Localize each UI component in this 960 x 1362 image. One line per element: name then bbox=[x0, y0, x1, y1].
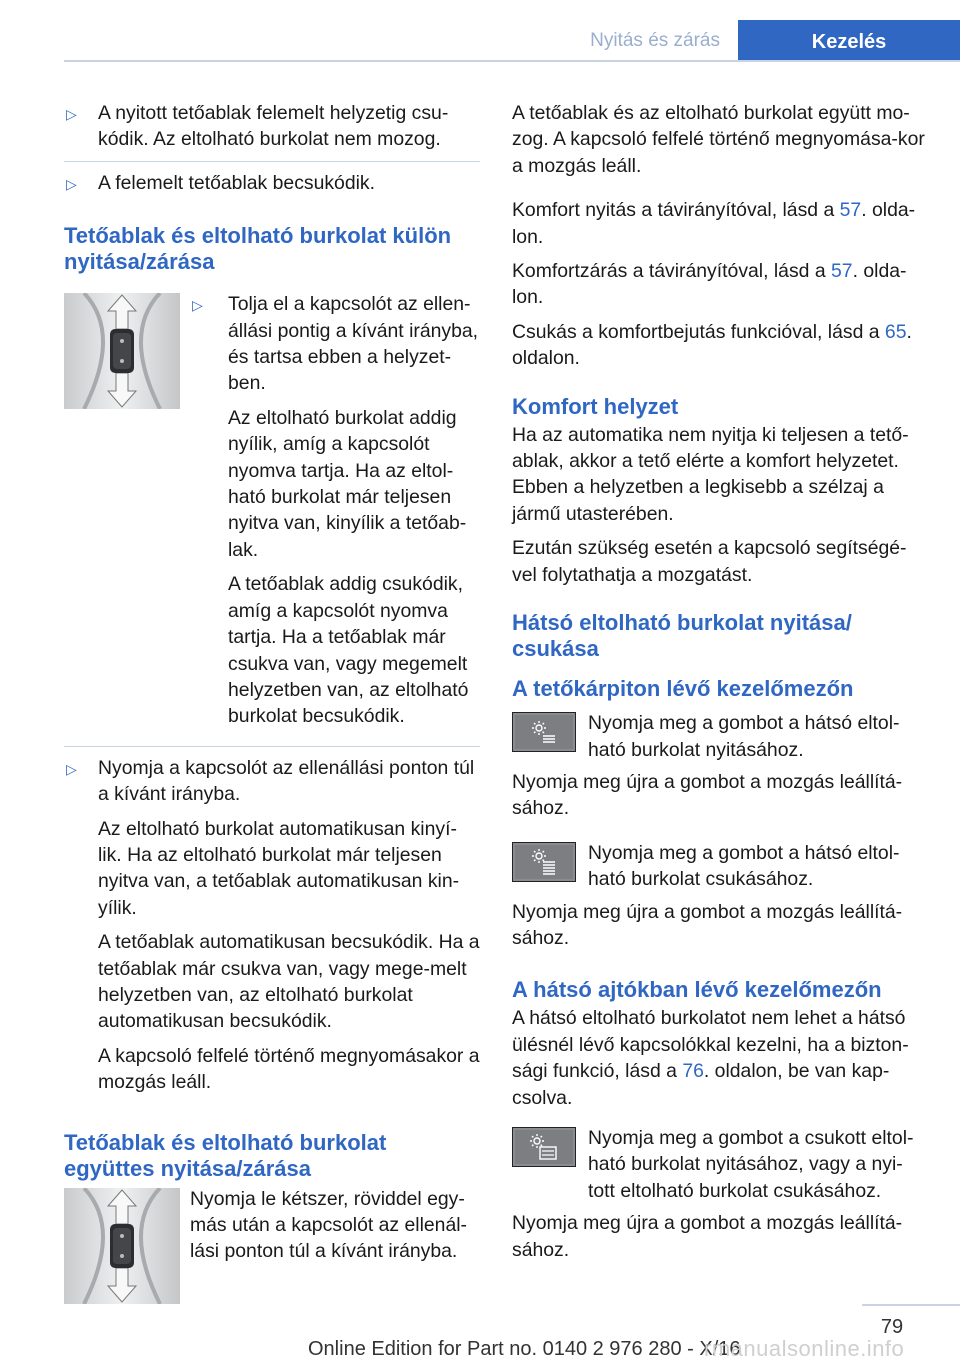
header-chapter-tab: Kezelés bbox=[738, 20, 960, 62]
reference-text: . olda-lon. bbox=[512, 260, 907, 309]
triangle-bullet-icon: ▷ bbox=[66, 106, 77, 122]
button-instruction bbox=[512, 840, 928, 893]
figure-row bbox=[64, 291, 480, 738]
bullet-item bbox=[190, 291, 480, 738]
roof-switch-image bbox=[64, 293, 180, 409]
heading-headliner-panel: A tetőkárpiton lévő kezelőmezőn bbox=[512, 676, 854, 702]
right-column bbox=[512, 100, 928, 1271]
bullet-text: A nyitott tetőablak felemelt helyzetig csu-kódik. Az eltolható burkolat nem mozog. bbox=[98, 102, 449, 151]
bullet-item bbox=[64, 755, 480, 1104]
bullet-item bbox=[64, 170, 480, 197]
reference-text: A hátsó eltolható burkolatot nem lehet a hátsó ülésnél lévő kapcsolókkal kezelni, ha a bizton-sági funkció, lásd a bbox=[512, 1007, 909, 1083]
page-link[interactable]: 76 bbox=[682, 1060, 704, 1083]
triangle-bullet-icon: ▷ bbox=[192, 297, 203, 314]
button-instruction-text: Nyomja meg a gombot a csukott eltol-ható burkolat nyitásához, vagy a nyi-tott eltolható burkolat csukásához. bbox=[588, 1126, 914, 1202]
roof-switch-image bbox=[64, 1188, 180, 1304]
paragraph: Ha az automatika nem nyitja ki teljesen a tető-ablak, akkor a tető elérte a komfort helyzetet. Ebben a helyzetben a legkisebb a szélzaj a jármű utasterében. bbox=[512, 423, 909, 525]
figure-text bbox=[190, 291, 480, 738]
bullet-text bbox=[98, 755, 480, 1104]
instruction-text: Tolja el a kapcsolót az ellen-állási pontig a kívánt irányba, és tartsa ebben a helyzet-ben. bbox=[228, 293, 479, 395]
triangle-bullet-icon: ▷ bbox=[66, 760, 77, 777]
paragraph: Ezután szükség esetén a kapcsoló segítségé-vel folytathatja a mozgatást. bbox=[512, 537, 907, 586]
button-instruction bbox=[512, 710, 928, 763]
edition-footer: Online Edition for Part no. 0140 2 976 280 - X/16 bbox=[308, 1338, 741, 1360]
description-text: A kapcsoló felfelé történő megnyomásakor a mozgás leáll. bbox=[98, 1044, 480, 1094]
sunblind-button-icon bbox=[512, 1127, 576, 1167]
page-number: 79 bbox=[880, 1316, 904, 1338]
watermark: rmanualsonline.info bbox=[704, 1336, 905, 1361]
description-text: Az eltolható burkolat addig nyílik, amíg a kapcsolót nyomva tartja. Ha az eltol-ható burkolat már teljesen nyitva van, kinyílik a tetőab-lak. bbox=[228, 406, 467, 561]
bullet-text bbox=[228, 291, 480, 738]
heading-rear-door-panel: A hátsó ajtókban lévő kezelőmezőn bbox=[512, 977, 882, 1003]
reference-text: . oldalon. bbox=[512, 320, 912, 370]
cross-reference bbox=[512, 197, 928, 250]
sunblind-button-image bbox=[512, 712, 576, 752]
heading-rear-sunblind: Hátsó eltolható burkolat nyitása/ csukása bbox=[512, 610, 852, 662]
bullet-text: A felemelt tetőablak becsukódik. bbox=[98, 171, 376, 194]
left-column bbox=[64, 100, 480, 1304]
paragraph: Nyomja meg újra a gombot a mozgás leállítá-sához. bbox=[512, 900, 903, 949]
heading-comfort-position: Komfort helyzet bbox=[512, 393, 679, 419]
instruction-text: Nyomja a kapcsolót az ellenállási ponton túl a kívánt irányba. bbox=[98, 756, 475, 806]
button-instruction bbox=[512, 1125, 928, 1204]
header-rule bbox=[64, 60, 960, 62]
page-link[interactable]: 65 bbox=[884, 320, 907, 343]
roof-switch-illustration-icon bbox=[64, 293, 180, 409]
paragraph: Nyomja meg újra a gombot a mozgás leállítá-sához. bbox=[512, 770, 903, 820]
button-instruction-text: Nyomja meg a gombot a hátsó eltol-ható burkolat csukásához. bbox=[588, 841, 900, 891]
header-section-title: Nyitás és zárás bbox=[590, 30, 720, 51]
heading-separate-opening: Tetőablak és eltolható burkolat külön nyitása/zárása bbox=[64, 223, 452, 275]
footer-rule bbox=[862, 1304, 960, 1306]
description-text: A tetőablak automatikusan becsukódik. Ha a tetőablak már csukva van, vagy mege-melt helyzetben van, az eltolható burkolat automatikusan becsukódik. bbox=[98, 931, 480, 1033]
figure-text: Nyomja le kétszer, röviddel egy-más után a kapcsolót az ellenál-lási ponton túl a kívánt irányba. bbox=[190, 1187, 468, 1263]
heading-together-opening: Tetőablak és eltolható burkolat együttes nyitása/zárása bbox=[64, 1129, 387, 1181]
reference-text: . oldalon, be van kap-csolva. bbox=[512, 1060, 890, 1109]
paragraph: Nyomja meg újra a gombot a mozgás leállítá-sához. bbox=[512, 1212, 903, 1261]
bullet-item bbox=[64, 100, 480, 153]
reference-text: Csukás a komfortbejutás funkcióval, lásd a bbox=[512, 320, 885, 343]
button-instruction-text: Nyomja meg a gombot a hátsó eltol-ható burkolat nyitásához. bbox=[588, 712, 900, 761]
cross-reference bbox=[512, 258, 928, 311]
reference-text: Komfortzárás a távirányítóval, lásd a bbox=[512, 260, 832, 283]
paragraph bbox=[512, 1005, 928, 1111]
cross-reference bbox=[512, 319, 928, 372]
triangle-bullet-icon: ▷ bbox=[66, 175, 77, 192]
divider bbox=[64, 746, 480, 747]
page-link[interactable]: 57 bbox=[831, 260, 853, 283]
page-link[interactable]: 57 bbox=[839, 199, 862, 222]
sunblind-button-image bbox=[512, 842, 576, 882]
roof-switch-illustration-icon bbox=[64, 1188, 180, 1304]
sunblind-button-image bbox=[512, 1127, 576, 1167]
description-text: Az eltolható burkolat automatikusan kinyí-lik. Ha az eltolható burkolat már teljesen nyitva van, a tetőablak automatikusan kin-yílik. bbox=[98, 817, 460, 919]
divider bbox=[64, 161, 480, 162]
paragraph: A tetőablak és az eltolható burkolat együtt mo-zog. A kapcsoló felfelé történő megnyomása-kor a mozgás leáll. bbox=[512, 102, 925, 177]
description-text: A tetőablak addig csukódik, amíg a kapcsolót nyomva tartja. Ha a tetőablak már csukva van, vagy megemelt helyzetben van, az eltolható burkolat becsukódik. bbox=[228, 573, 469, 728]
sunblind-button-icon bbox=[512, 842, 576, 882]
figure-row bbox=[64, 1186, 480, 1304]
reference-text: . olda-lon. bbox=[512, 199, 916, 248]
sunblind-button-icon bbox=[512, 712, 576, 752]
reference-text: Komfort nyitás a távirányítóval, lásd a bbox=[512, 199, 840, 222]
